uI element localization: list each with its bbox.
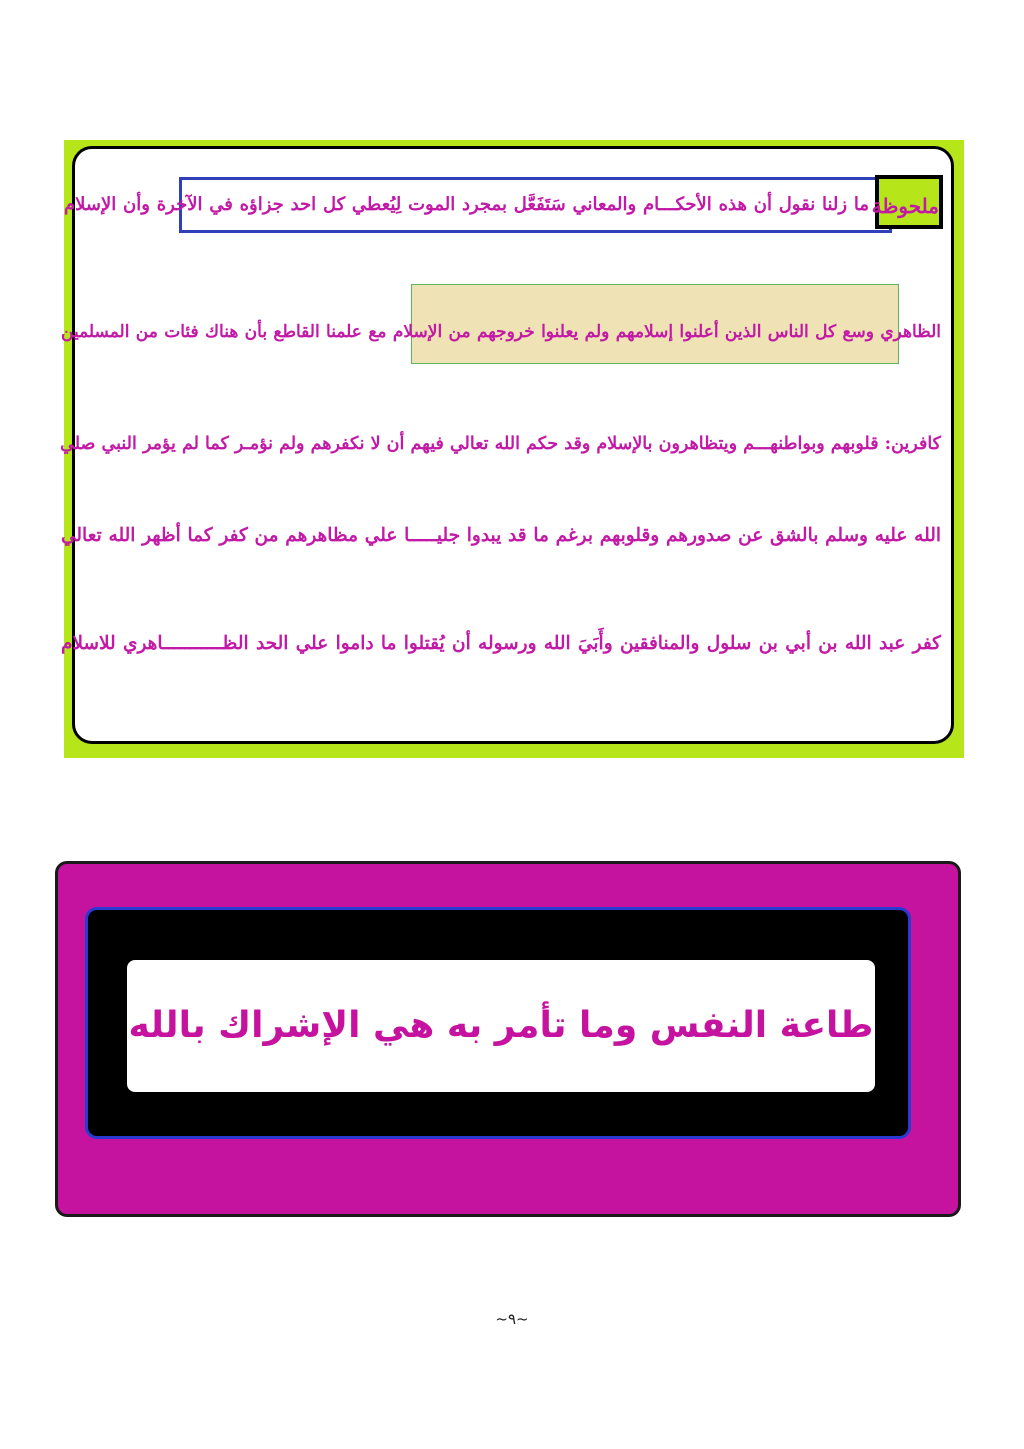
banner-plate <box>127 960 875 1092</box>
banner-text: طاعة النفس وما تأمر به هي الإشراك بالله <box>128 1005 874 1046</box>
note-line-4: الله عليه وسلم بالشق عن صدورهم وقلوبهم برغم ما قد يبدوا جليـــــا علي مظاهرهم من كفر كما أظهر الله تعالي <box>61 525 941 546</box>
note-line-2: الظاهري وسع كل الناس الذين أعلنوا إسلامهم ولم يعلنوا خروجهم من الإسلام مع علمنا القاطع بأن هناك فئات من المسلمين <box>61 322 941 342</box>
banner-inner <box>85 907 911 1139</box>
note-line-1: ما زلنا نقول أن هذه الأحكـــام والمعاني سَتَفَعَّل بمجرد الموت لِيُعطي كل احد جزاؤه في الآخرة وأن الإسلام <box>64 194 869 215</box>
page-number: ~٩~ <box>495 1310 529 1328</box>
note-line-5: كفر عبد الله بن أبي بن سلول والمنافقين وأَبَيَ الله ورسوله أن يُقتلوا ما داموا علي الحد الظـــــــــــاهري للاسلام <box>61 633 941 654</box>
note-frame <box>60 140 964 758</box>
note-line-3: كافرين: قلوبهم وبواطنهـــم ويتظاهرون بالإسلام وقد حكم الله تعالي فيهم أن لا نكفرهم ولم نؤمـر كما لم يؤمر النبي صلي <box>60 434 941 454</box>
note-card <box>60 146 954 744</box>
note-label: ملحوظة <box>875 175 943 229</box>
banner-outer <box>55 861 961 1217</box>
